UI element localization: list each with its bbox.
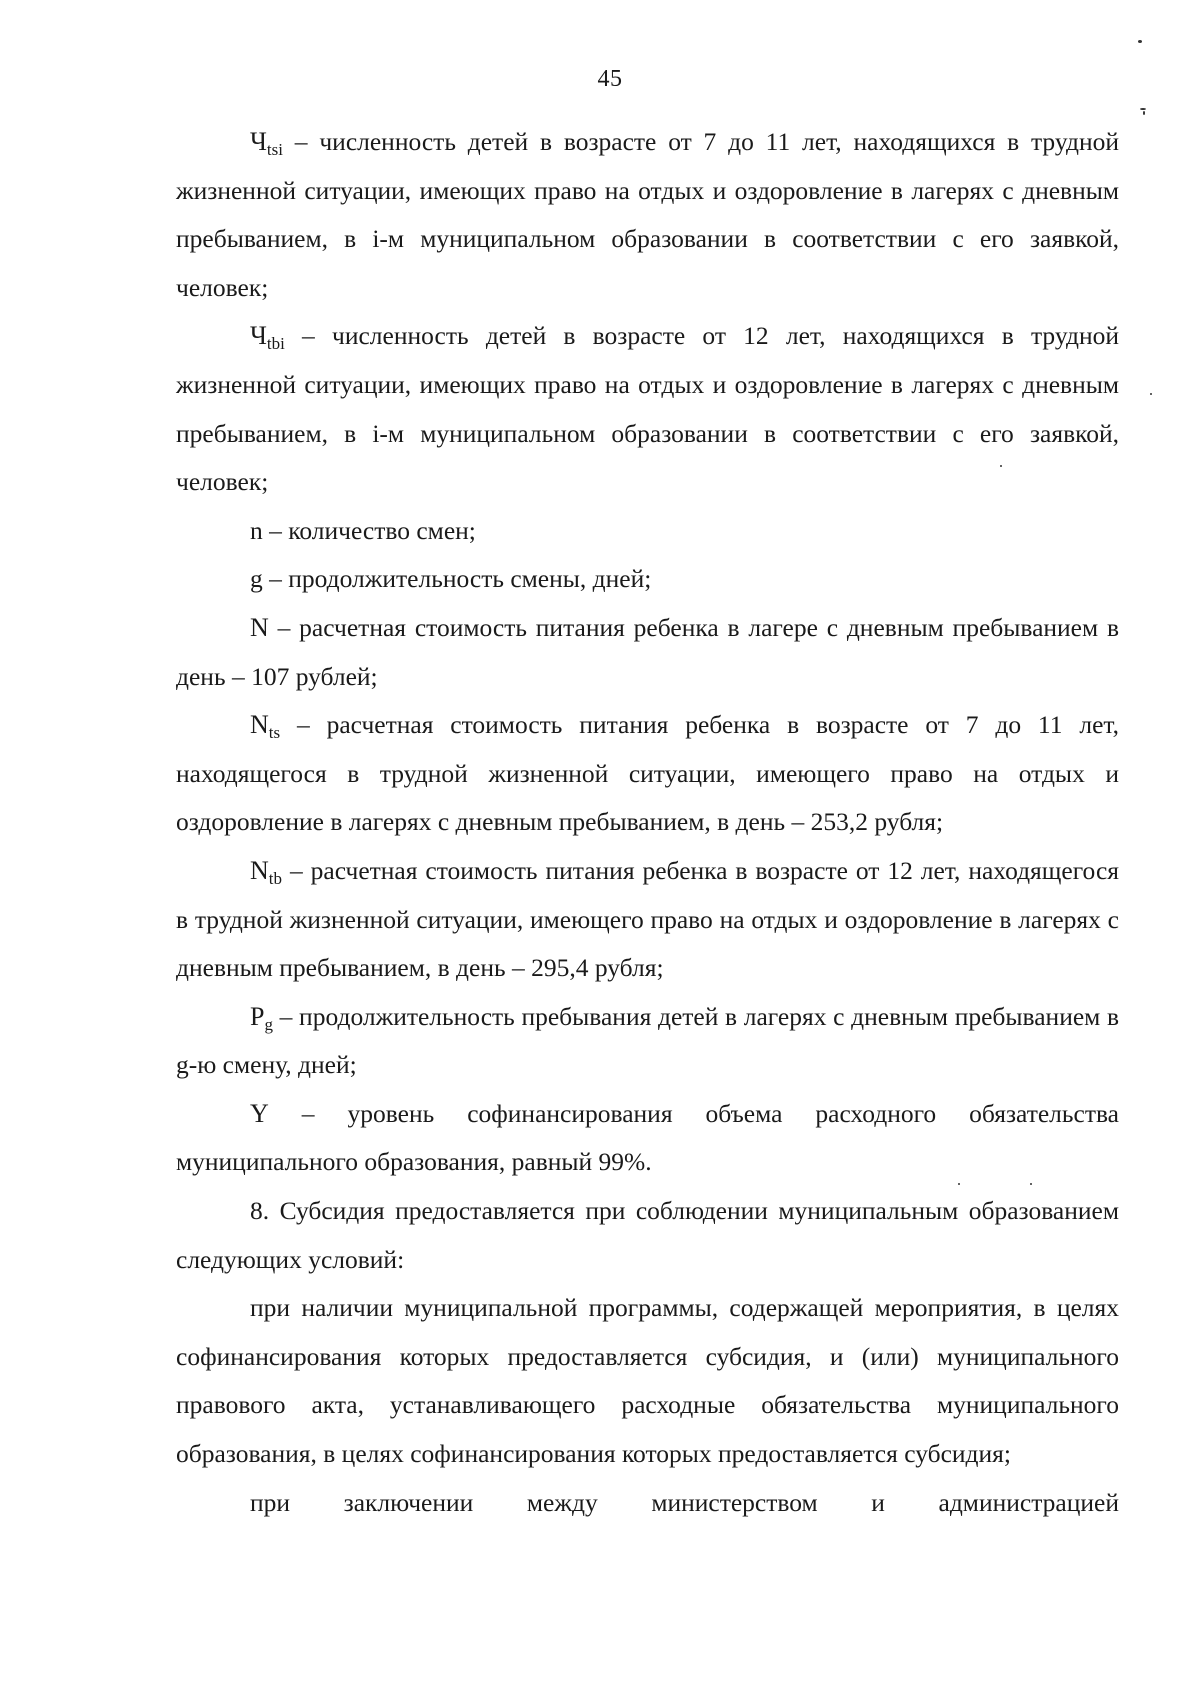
definition-P-g <box>176 993 1119 1090</box>
symbol: Y <box>250 1098 269 1128</box>
definition-text: – уровень софинансирования объема расходного обязательства муниципального образования, равный 99%. <box>176 1098 1119 1177</box>
clause-text: 8. Субсидия предоставляется при соблюдении муниципальным образованием следующих условий: <box>176 1196 1119 1274</box>
scan-speck <box>958 1183 960 1185</box>
condition-agreement <box>176 1479 1119 1528</box>
definition-text: – расчетная стоимость питания ребенка в возрасте от 7 до 11 лет, находящегося в трудной жизненной ситуации, имеющего право на отдых и оздоровление в лагерях с дневным пребыванием, в день – 253,2 рубля; <box>176 710 1119 837</box>
definition-ch-tsi <box>176 118 1119 312</box>
definition-text: n – количество смен; <box>250 515 476 545</box>
subscript: tsi <box>266 140 283 159</box>
definition-N-tb <box>176 847 1119 993</box>
definition-N-ts <box>176 701 1119 847</box>
definition-text: – расчетная стоимость питания ребенка в лагере с дневным пребыванием в день – 107 рублей; <box>176 612 1119 691</box>
definition-Y <box>176 1090 1119 1187</box>
symbol: P <box>250 1001 265 1031</box>
definition-ch-tbi <box>176 312 1119 506</box>
symbol: Ч <box>250 321 267 351</box>
definition-g <box>176 555 1119 604</box>
scan-speck <box>1140 108 1146 110</box>
scan-speck <box>1150 393 1152 395</box>
clause-text: при заключении между министерством и администрацией <box>250 1487 1119 1517</box>
document-body <box>176 118 1119 1527</box>
definition-N <box>176 604 1119 701</box>
symbol: N <box>250 855 269 885</box>
definition-text: g – продолжительность смены, дней; <box>250 564 652 594</box>
scan-speck <box>1143 111 1145 115</box>
definition-text: – численность детей в возрасте от 7 до 11 лет, находящихся в трудной жизненной ситуации, имеющих право на отдых и оздоровление в лагерях с дневным пребыванием, в i-м муниципальном образовании в соответствии с его заявкой, человек; <box>176 127 1119 302</box>
condition-program <box>176 1284 1119 1478</box>
page-number: 45 <box>597 66 623 92</box>
definition-text: – численность детей в возрасте от 12 лет, находящихся в трудной жизненной ситуации, имеющих право на отдых и оздоровление в лагерях с дневным пребыванием, в i-м муниципальном образовании в соответствии с его заявкой, человек; <box>176 321 1119 497</box>
clause-text: при наличии муниципальной программы, содержащей мероприятия, в целях софинансирования которых предоставляется субсидия, и (или) муниципального правового акта, устанавливающего расходные обязательства муниципального образования, в целях софинансирования которых предоставляется субсидия; <box>176 1293 1119 1469</box>
subscript: g <box>264 1014 273 1034</box>
subscript: tbi <box>266 334 285 354</box>
definition-text: – продолжительность пребывания детей в лагерях с дневным пребыванием в g-ю смену, дней; <box>176 1001 1119 1080</box>
definition-n <box>176 507 1119 556</box>
clause-8 <box>176 1187 1119 1284</box>
symbol: N <box>250 710 269 740</box>
definition-text: – расчетная стоимость питания ребенка в возрасте от 12 лет, находящегося в трудной жизненной ситуации, имеющего право на отдых и оздоровление в лагерях с дневным пребыванием, в день – 295,4 рубля; <box>176 855 1119 983</box>
scan-speck <box>1138 40 1142 43</box>
scan-speck <box>1030 1183 1032 1185</box>
symbol: Ч <box>250 127 267 156</box>
scan-speck <box>1000 465 1002 467</box>
symbol: N <box>250 612 269 642</box>
subscript: tb <box>268 868 283 888</box>
subscript: ts <box>268 723 281 743</box>
